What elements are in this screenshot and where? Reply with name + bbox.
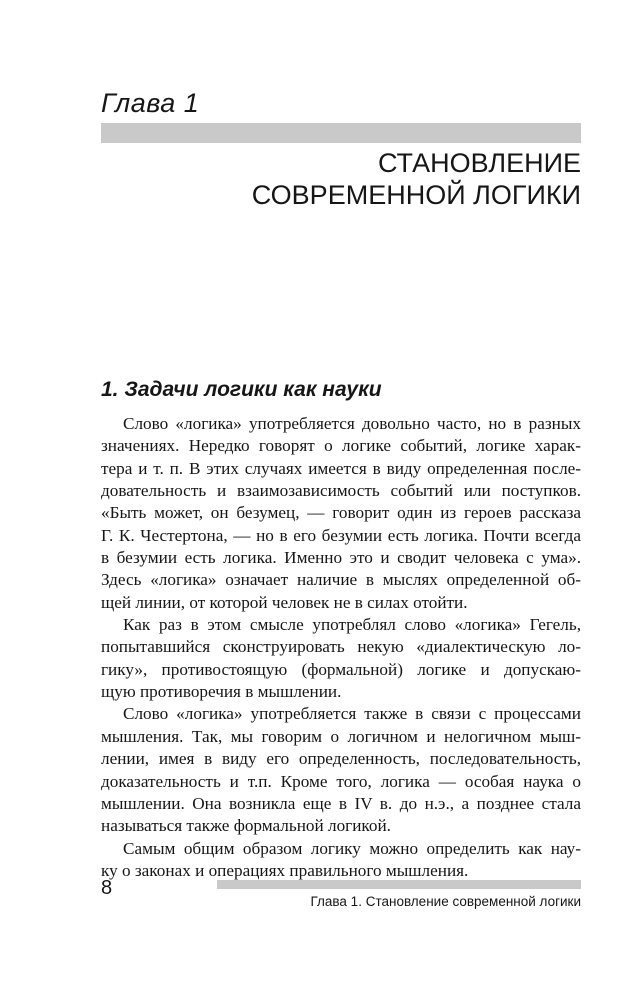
text-line: доказательность и т.п. Кроме того, логика — особая наука о (101, 771, 581, 791)
chapter-header-bar (101, 123, 581, 143)
text-line: Г. К. Честертона, — но в его безумии есть логика. Почти всегда (101, 525, 581, 545)
text-line: в безумии есть логика. Именно это и сводит человека с ума». (101, 548, 581, 568)
chapter-title (252, 147, 581, 211)
text-line: тера и т. п. В этих случаях имеется в виду определенная после- (101, 458, 581, 478)
text-line: попытавшийся сконструировать некую «диалектическую ло- (101, 637, 581, 657)
paragraph (101, 838, 581, 883)
text-line: довательность и взаимозависимость событий или поступков. (101, 481, 581, 501)
page-number: 8 (101, 877, 113, 899)
text-line: лении, имея в виду его определенность, последовательность, (101, 749, 581, 769)
text-line: Здесь «логика» означает наличие в мыслях определенной об- (101, 570, 581, 590)
paragraph (101, 614, 581, 703)
text-line: щую противоречия в мышлении. (101, 682, 342, 702)
section-heading: 1. Задачи логики как науки (101, 378, 382, 401)
text-line: Слово «логика» употребляется довольно часто, но в разных (123, 414, 581, 433)
chapter-title-line: СТАНОВЛЕНИЕ (377, 148, 581, 178)
footer-bar (217, 880, 581, 889)
running-head: Глава 1. Становление современной логики (310, 894, 581, 909)
text-line: Как раз в этом смысле употреблял слово «логика» Гегель, (123, 615, 581, 635)
chapter-title-line: СОВРЕМЕННОЙ ЛОГИКИ (251, 180, 581, 210)
text-line: «Быть может, он безумец, — говорит один из героев рассказа (101, 503, 581, 523)
text-line: щей линии, от которой человек не в силах отойти. (101, 592, 468, 612)
text-line: мышления. Так, мы говорим о логичном и нелогичном мыш- (101, 726, 581, 746)
body-text (101, 413, 581, 882)
paragraph (101, 413, 581, 614)
paragraph (101, 703, 581, 837)
text-line: значениях. Нередко говорят о логике событий, логике харак- (101, 436, 581, 456)
text-line: Слово «логика» употребляется также в связи с процессами (123, 704, 581, 724)
text-line: называться также формальной логикой. (101, 816, 391, 836)
chapter-label: Глава 1 (101, 88, 200, 118)
text-line: ку о законах и операциях правильного мышления. (101, 860, 469, 880)
text-line: мышлении. Она возникла еще в IV в. до н.э., а позднее стала (101, 793, 581, 813)
text-line: гику», противостоящую (формальной) логике и допускаю- (101, 659, 581, 679)
text-line: Самым общим образом логику можно определить как нау- (123, 838, 581, 858)
